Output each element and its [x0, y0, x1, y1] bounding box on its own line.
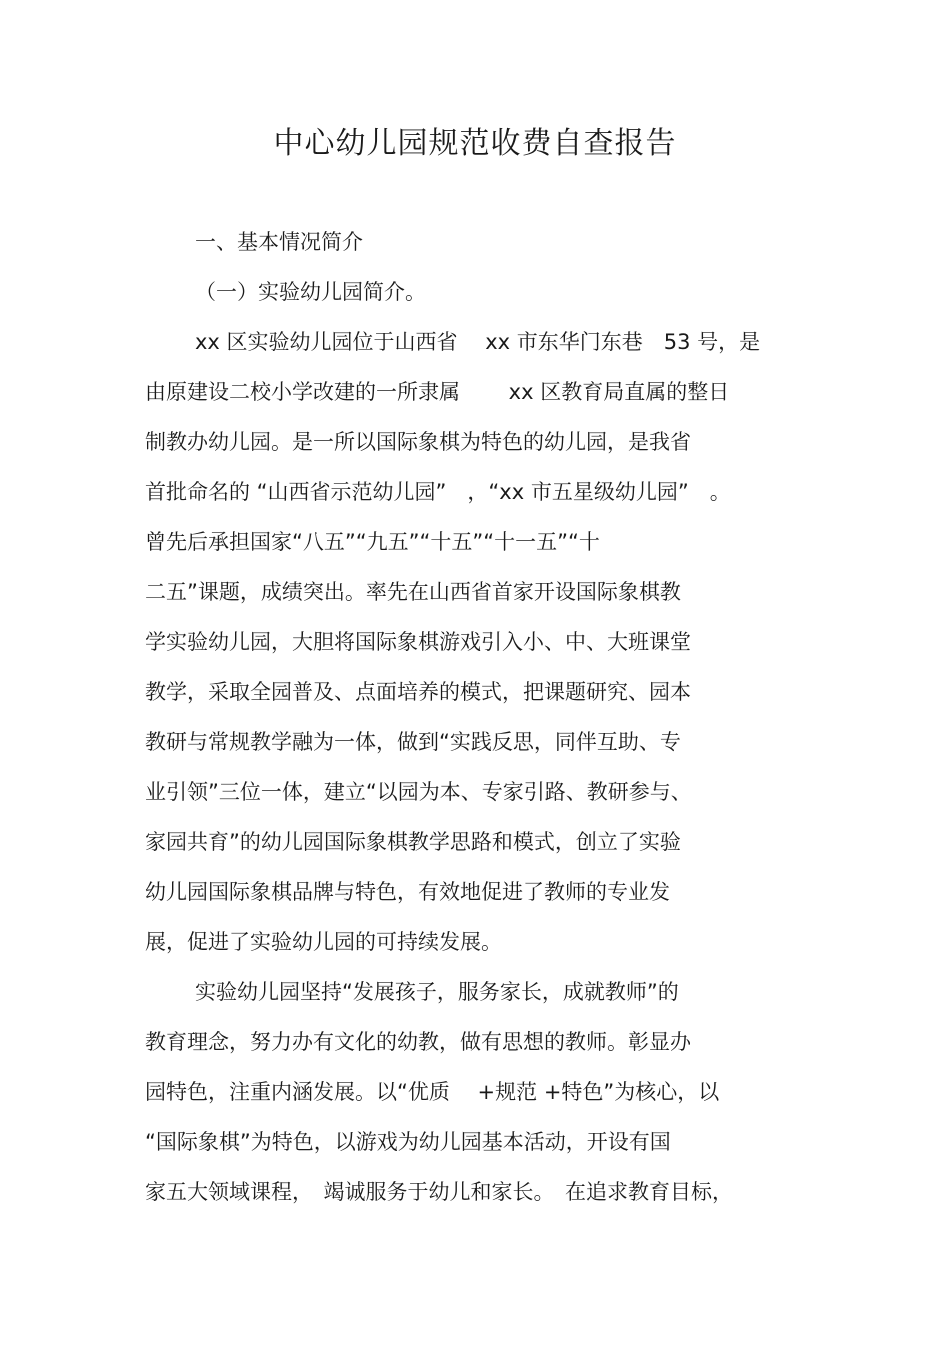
document-title: 中心幼儿园规范收费自查报告	[273, 126, 677, 161]
paragraph-line: 由原建设二校小学改建的一所隶属 xx 区教育局直属的整日	[145, 380, 730, 404]
paragraph-line: 曾先后承担国家“八五”“九五”“十五”“十一五”“十	[145, 530, 600, 554]
paragraph-line: 实验幼儿园坚持“发展孩子，服务家长，成就教师”的	[195, 980, 679, 1004]
paragraph-line: 幼儿园国际象棋品牌与特色，有效地促进了教师的专业发	[145, 880, 670, 904]
paragraph-line: 学实验幼儿园，大胆将国际象棋游戏引入小、中、大班课堂	[145, 630, 691, 654]
paragraph-line: 家园共育”的幼儿园国际象棋教学思路和模式，创立了实验	[145, 830, 681, 854]
paragraph-line: 教育理念，努力办有文化的幼教，做有思想的教师。彰显办	[145, 1030, 691, 1054]
paragraph-line: xx 区实验幼儿园位于山西省 xx 市东华门东巷 53 号，是	[195, 330, 761, 354]
paragraph-line: 业引领”三位一体，建立“以园为本、专家引路、教研参与、	[145, 780, 692, 804]
subsection-heading: （一）实验幼儿园简介。	[195, 280, 426, 304]
paragraph-line: 园特色，注重内涵发展。以“优质 +规范 +特色”为核心，以	[145, 1080, 720, 1104]
paragraph-line: “国际象棋”为特色，以游戏为幼儿园基本活动，开设有国	[145, 1130, 671, 1154]
paragraph-line: 家五大领域课程， 竭诚服务于幼儿和家长。 在追求教育目标，	[145, 1180, 733, 1204]
paragraph-line: 展，促进了实验幼儿园的可持续发展。	[145, 930, 502, 954]
paragraph-line: 教研与常规教学融为一体，做到“实践反思，同伴互助、专	[145, 730, 681, 754]
paragraph-line: 首批命名的 “山西省示范幼儿园” ，“xx 市五星级幼儿园” 。	[145, 480, 731, 504]
paragraph-line: 制教办幼儿园。是一所以国际象棋为特色的幼儿园，是我省	[145, 430, 691, 454]
paragraph-line: 二五”课题，成绩突出。率先在山西省首家开设国际象棋教	[145, 580, 681, 604]
section-heading: 一、基本情况简介	[195, 230, 363, 254]
paragraph-line: 教学，采取全园普及、点面培养的模式，把课题研究、园本	[145, 680, 691, 704]
